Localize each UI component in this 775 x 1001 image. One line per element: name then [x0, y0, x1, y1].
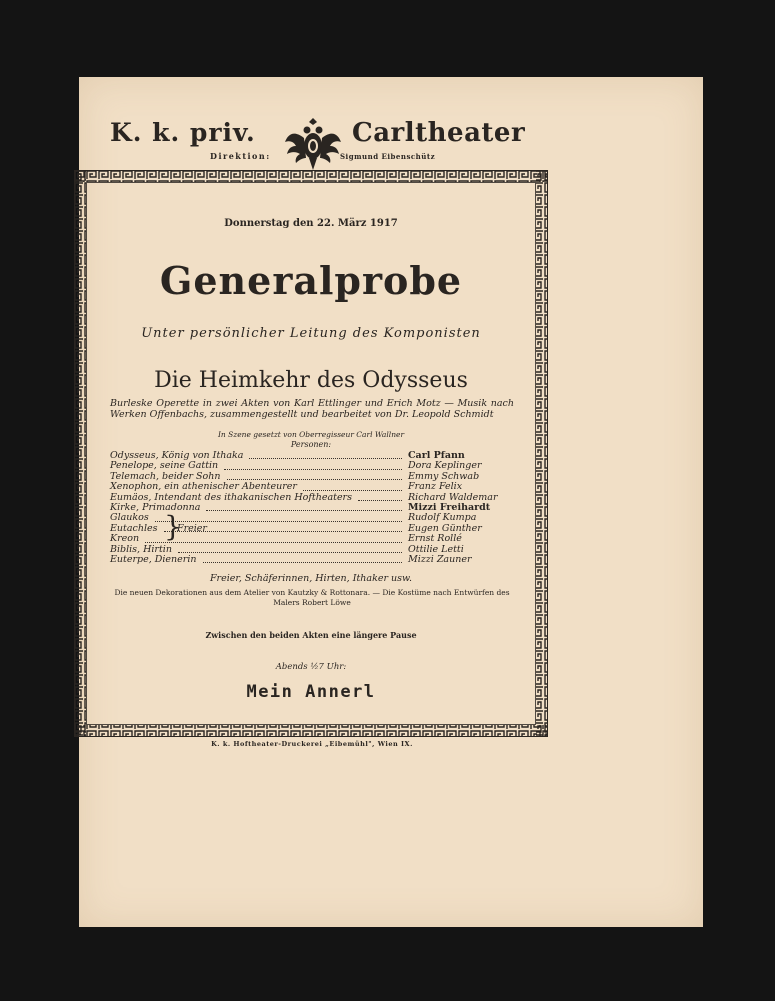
dot-leader [224, 468, 402, 470]
stage-director: In Szene gesetzt von Oberregisseur Carl Wallner [217, 430, 405, 439]
dot-leader [178, 551, 402, 553]
cast-role: Glaukos [110, 512, 149, 524]
cast-role: Eumäos, Intendant des ithakanischen Hoftheaters [110, 491, 352, 503]
dot-leader [358, 499, 402, 501]
cast-role: Kreon [110, 533, 140, 545]
cast-role: Odysseus, König von Ithaka [110, 450, 244, 461]
chorus-line: Freier, Schäferinnen, Hirten, Ithaker usw. [209, 573, 413, 584]
dot-leader [227, 478, 402, 480]
header-left: K. k. priv. [110, 118, 256, 147]
evening-show-title: Mein Annerl [246, 682, 376, 702]
operetta-title: Die Heimkehr des Odysseus [154, 368, 468, 393]
cast-actor: Rudolf Kumpa [408, 512, 477, 524]
intermission-note: Zwischen den beiden Akten eine längere Pause [205, 630, 417, 640]
cast-role: Biblis, Hirtin [110, 543, 172, 555]
cast-role: Xenophon, ein athenischer Abenteurer [110, 481, 297, 493]
decorations-credit: Die neuen Dekorationen aus dem Atelier von Kautzky & Rottonara. — Die Kostüme nach Entwürfen des Malers Robert Löwe [114, 588, 510, 607]
cast-role: Euterpe, Dienerin [110, 553, 197, 565]
dot-leader [145, 541, 402, 543]
freier-label: Freier [177, 523, 207, 534]
cast-row [110, 555, 520, 565]
cast-actor: Richard Waldemar [408, 491, 498, 503]
cast-actor: Ernst Rollé [408, 533, 462, 545]
direction-label: Direktion: [210, 151, 271, 161]
header-right: Carltheater [352, 118, 526, 148]
operetta-description: Burleske Operette in zwei Akten von Karl Ettlinger und Erich Motz — Musik nach Werken Offenbachs, zusammengestellt und bearbeitet von Dr. Leopold Schmidt [110, 398, 514, 420]
cast-actor: Ottilie Letti [408, 543, 464, 555]
cast-actor: Franz Felix [408, 481, 463, 493]
cast-actor: Mizzi Freihardt [408, 501, 491, 513]
freier-brace: } [164, 510, 182, 543]
direction-name: Sigmund Eibenschütz [340, 152, 436, 161]
playbill-title: Generalprobe [159, 258, 463, 303]
cast-actor: Emmy Schwab [408, 470, 480, 482]
personen-label: Personen: [290, 440, 332, 449]
cast-list [110, 451, 520, 565]
evening-time: Abends ½7 Uhr: [275, 662, 347, 672]
cast-actor: Mizzi Zauner [408, 553, 472, 565]
cast-role: Kirke, Primadonna [110, 501, 201, 513]
cast-actor: Dora Keplinger [408, 460, 482, 472]
dot-leader [303, 489, 402, 491]
cast-role: Telemach, beider Sohn [110, 470, 221, 482]
performance-date: Donnerstag den 22. März 1917 [224, 218, 398, 229]
cast-role: Eutachles [110, 522, 158, 534]
dot-leader [155, 520, 402, 522]
cast-row [110, 482, 520, 492]
cast-actor: Eugen Günther [408, 522, 482, 534]
playbill-subtitle: Unter persönlicher Leitung des Komponisten [141, 326, 481, 341]
dot-leader [206, 509, 402, 511]
dot-leader [203, 561, 403, 563]
dot-leader [249, 457, 402, 459]
printer-credit: K. k. Hoftheater-Druckerei „Eibemühl", Wien IX. [211, 740, 413, 748]
cast-actor: Carl Pfann [408, 450, 465, 461]
cast-role: Penelope, seine Gattin [110, 460, 219, 472]
double-eagle-crest-icon [282, 112, 344, 174]
